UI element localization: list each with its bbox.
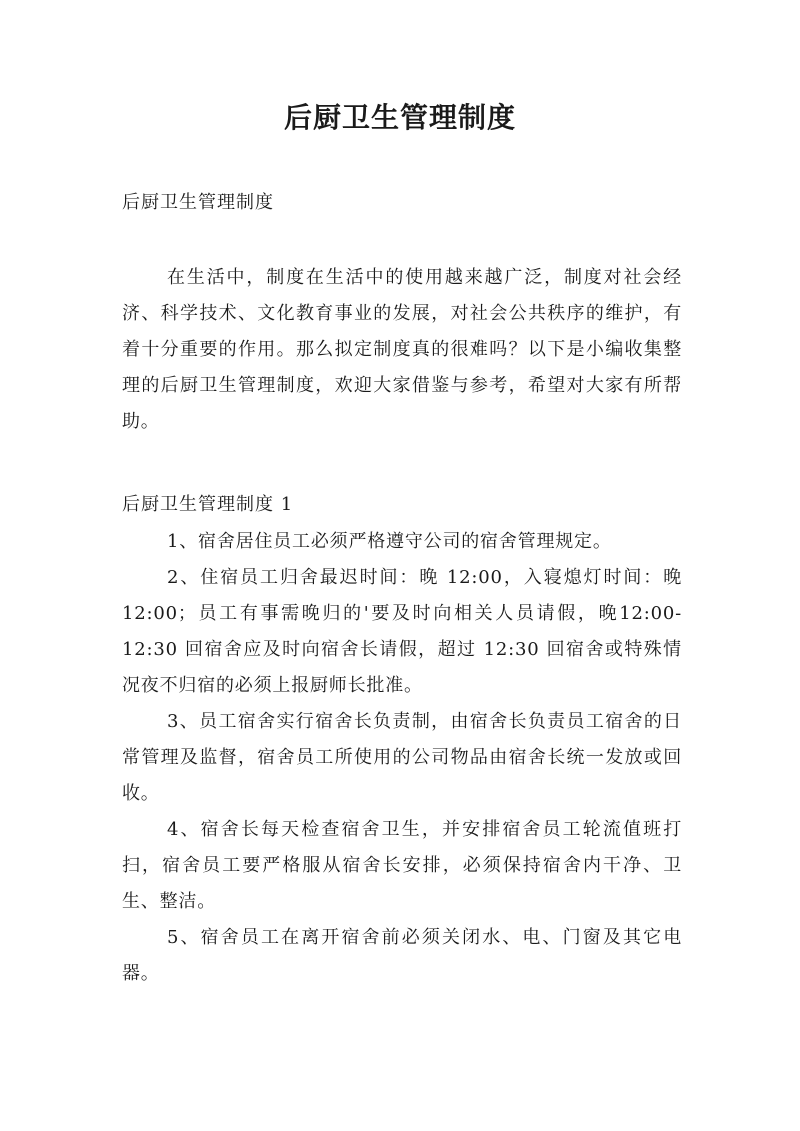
rule-item-5: 5、宿舍员工在离开宿舍前必须关闭水、电、门窗及其它电器。 [122, 927, 682, 984]
intro-paragraph: 在生活中，制度在生活中的使用越来越广泛，制度对社会经济、科学技术、文化教育事业的发展，对社会公共秩序的维护，有着十分重要的作用。那么拟定制度真的很难吗？以下是小编收集整理的后厨卫生管理制度，欢迎大家借鉴与参考，希望对大家有所帮助。 [122, 267, 682, 432]
rules-list [122, 524, 682, 992]
document-title: 后厨卫生管理制度 [283, 101, 516, 134]
rule-item-3: 3、员工宿舍实行宿舍长负责制，由宿舍长负责员工宿舍的日常管理及监督，宿舍员工所使用的公司物品由宿舍长统一发放或回收。 [122, 711, 682, 804]
section-heading: 后厨卫生管理制度 1 [122, 494, 294, 515]
rule-item-1: 1、宿舍居住员工必须严格遵守公司的宿舍管理规定。 [167, 531, 612, 552]
rule-item-2: 2、住宿员工归舍最迟时间：晚 12:00，入寝熄灯时间：晚 12:00；员工有事需晚归的'要及时向相关人员请假，晚12:00-12:30 回宿舍应及时向宿舍长请假，超过 12:30 回宿舍或特殊情况夜不归宿的必须上报厨师长批准。 [122, 567, 682, 696]
rule-item-4: 4、宿舍长每天检查宿舍卫生，并安排宿舍员工轮流值班打扫，宿舍员工要严格服从宿舍长安排，必须保持宿舍内干净、卫生、整洁。 [122, 819, 682, 912]
document-subtitle: 后厨卫生管理制度 [122, 192, 274, 213]
